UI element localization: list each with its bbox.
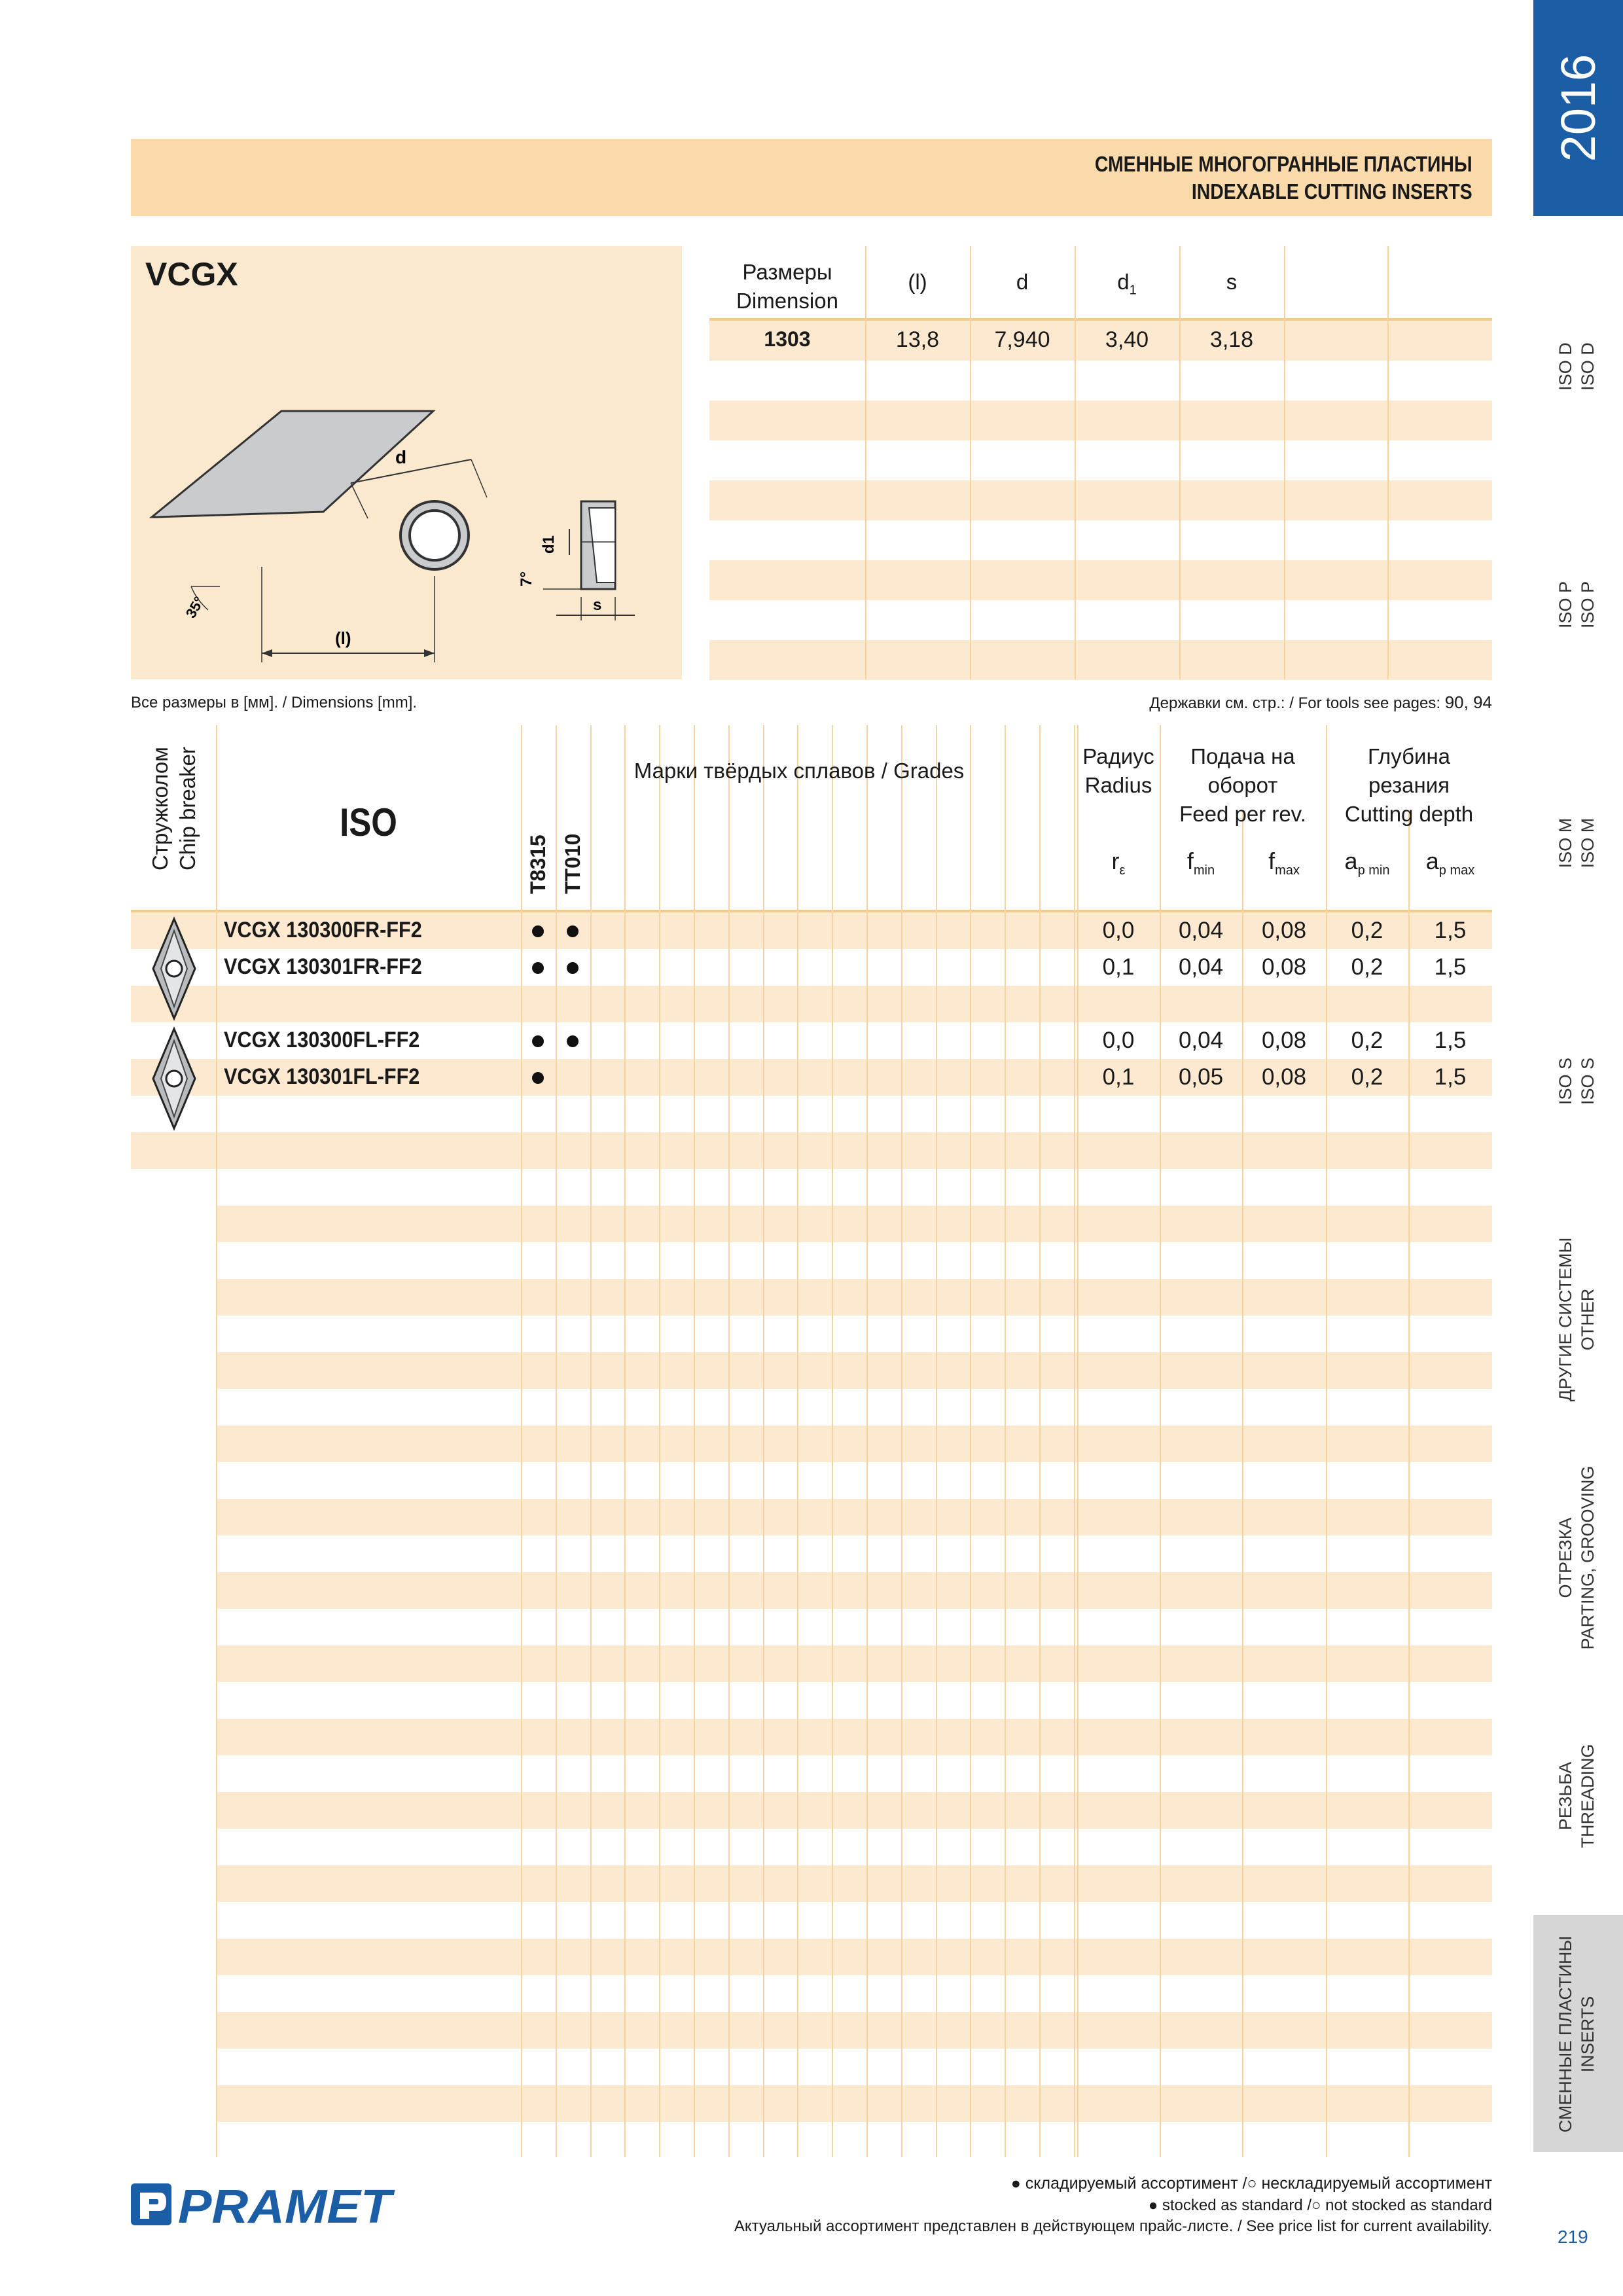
sidebar-tab-label-ru: ISO S [1556, 1057, 1575, 1105]
cutting-value: 0,05 [1178, 1064, 1224, 1090]
f-min-symbol-sub: min [1193, 863, 1215, 878]
brand-name: PRAMET [178, 2181, 396, 2229]
tools-note-prefix: Державки см. стр.: / For tools see pages: [1149, 694, 1445, 712]
dim-col-header-sub: 1 [1129, 283, 1137, 298]
iso-header: ISO [340, 800, 397, 844]
ap-max-symbol-base: a [1425, 848, 1439, 874]
pramet-logo [131, 2179, 406, 2229]
dim-row-stripe [709, 401, 1492, 440]
f-min-symbol [1160, 847, 1242, 885]
grade-row-stripe [216, 1645, 1492, 1682]
feed-header-en: Feed per rev. [1179, 802, 1306, 826]
dim-value: 3,40 [1105, 327, 1149, 352]
cutting-value: 0,08 [1261, 1028, 1307, 1053]
sidebar-tab-1[interactable] [1533, 246, 1623, 484]
sidebar-tab-label-en: INSERTS [1578, 1996, 1597, 2073]
dim-col-header-label: d [1016, 270, 1029, 294]
sidebar-tab-label [1533, 962, 1623, 1200]
ap-min-symbol [1326, 847, 1408, 885]
depth-header-en: Cutting depth [1344, 802, 1474, 826]
f-max-symbol [1242, 847, 1326, 885]
dimension-table [709, 246, 1492, 679]
grade-row-stripe [216, 1279, 1492, 1316]
chipbreaker-fr-icon [148, 916, 200, 1021]
dim-col-divider [865, 246, 866, 679]
arrow-l-left [262, 649, 272, 657]
grade-col-header: TT010 [560, 833, 584, 894]
sidebar-tab-5[interactable] [1533, 1199, 1623, 1437]
dim-col-divider [1179, 246, 1181, 679]
dim-size-code: 1303 [764, 327, 811, 351]
cutting-value: 0,04 [1178, 954, 1224, 980]
radius-header [1077, 742, 1160, 800]
sidebar-tab-label-en: ISO P [1578, 581, 1597, 629]
grades-header: Марки твёрдых сплавов / Grades [633, 759, 965, 783]
cutting-value: 1,5 [1434, 918, 1467, 943]
grade-col-header: T8315 [526, 834, 550, 894]
dim-col-header [865, 270, 970, 295]
sidebar-tab-6[interactable] [1533, 1437, 1623, 1676]
radius-header-en: Radius [1084, 773, 1152, 797]
sidebar-tab-label [1533, 724, 1623, 962]
year-label: 2016 [1551, 54, 1605, 162]
grade-row-stripe [216, 2085, 1492, 2122]
chipbreaker-header-ru: Стружколом [148, 747, 172, 870]
insert-hole-inner [410, 511, 459, 560]
label-d: d [395, 447, 407, 467]
sidebar-tab-label [1533, 1439, 1623, 1677]
label-s: s [593, 596, 602, 614]
dim-row-stripe [709, 480, 1492, 520]
grade-row-stripe [216, 1572, 1492, 1609]
dim-header-ru: Размеры [742, 260, 832, 284]
feed-header-ru: Подача на оборот [1190, 744, 1295, 797]
grades-col-divider [1408, 810, 1410, 2157]
dim-header-rule [709, 318, 1492, 321]
dim-header-dimension [709, 258, 865, 315]
dim-col-header [1075, 270, 1179, 298]
sidebar-tab-label-ru: ISO D [1556, 342, 1575, 391]
legend-en: ● stocked as standard /○ not stocked as standard [1148, 2197, 1492, 2214]
sidebar-tab-label-ru: ISO P [1556, 581, 1575, 629]
tools-note [1149, 692, 1492, 713]
section-header-band [131, 139, 1492, 216]
dim-col-divider [970, 246, 971, 679]
product-panel [131, 246, 682, 679]
label-angle-35: 35° [182, 594, 207, 621]
insert-code: VCGX 130300FR-FF2 [224, 918, 422, 942]
depth-header [1326, 742, 1492, 829]
dim-value: 3,18 [1209, 327, 1254, 352]
insert-code: VCGX 130301FL-FF2 [224, 1064, 420, 1089]
insert-drawing [131, 312, 682, 678]
dim-value: 13,8 [895, 327, 940, 352]
sidebar-tab-8[interactable] [1533, 1914, 1623, 2152]
cutting-value: 0,08 [1261, 918, 1307, 943]
grade-row-stripe [131, 986, 1492, 1022]
legend-ru: ● складируемый ассортимент /○ нескладируемый ассортимент [1010, 2174, 1492, 2193]
dim-col-header-label: (l) [908, 270, 927, 294]
grade-row-stripe [216, 1206, 1492, 1242]
grade-row-stripe [216, 1719, 1492, 1755]
sidebar-tab-label [1533, 247, 1623, 486]
dim-col-divider [1075, 246, 1076, 679]
cutting-value: 0,2 [1351, 1028, 1383, 1053]
cutting-value: 0,04 [1178, 1028, 1224, 1053]
grades-col-divider [1242, 810, 1243, 2157]
ap-min-symbol-base: a [1344, 848, 1358, 874]
sidebar-tab-3[interactable] [1533, 723, 1623, 961]
sidebar-tab-label [1533, 1200, 1623, 1439]
ext-line-d-right [471, 459, 487, 497]
sidebar-tab-label-en: PARTING, GROOVING [1578, 1465, 1597, 1650]
dim-header-en: Dimension [736, 289, 838, 313]
label-d1: d1 [540, 535, 558, 554]
feed-header [1160, 742, 1326, 829]
dim-row-stripe [709, 560, 1492, 600]
dim-col-header-label: d [1117, 270, 1130, 294]
insert-code: VCGX 130301FR-FF2 [224, 954, 422, 979]
cutting-value: 0,0 [1102, 1028, 1135, 1053]
sidebar-tab-label-en: ISO D [1578, 342, 1597, 391]
sidebar-tab-label [1533, 1915, 1623, 2153]
f-max-symbol-sub: max [1275, 863, 1300, 878]
sidebar-tab-label-ru: РЕЗЬБА [1556, 1761, 1575, 1831]
year-tab [1533, 0, 1623, 216]
grade-row-stripe [216, 2012, 1492, 2049]
sidebar-tab-label-en: THREADING [1578, 1744, 1597, 1848]
product-name: VCGX [145, 256, 238, 293]
insert-body-shape [152, 411, 433, 517]
dim-col-header [970, 270, 1075, 295]
grade-row-stripe [216, 1426, 1492, 1462]
cutting-value: 1,5 [1434, 1064, 1467, 1090]
chipbreaker-header-en: Chip breaker [175, 747, 200, 870]
label-angle-7: 7° [518, 571, 535, 586]
grade-row-stripe [216, 1792, 1492, 1829]
arrow-l-right [424, 649, 435, 657]
dim-value: 7,940 [994, 327, 1050, 352]
insert-hole [166, 961, 182, 977]
cutting-value: 0,2 [1351, 1064, 1383, 1090]
dim-col-header-label: s [1226, 270, 1238, 294]
f-min-symbol-base: f [1186, 848, 1194, 874]
grade-row-stripe [216, 1939, 1492, 1975]
grade-row-stripe [131, 1132, 1492, 1169]
cutting-value: 0,04 [1178, 918, 1224, 943]
sidebar-tab-label-en: ISO S [1578, 1057, 1597, 1105]
sidebar-tab-label-ru: ISO M [1556, 817, 1575, 869]
dim-row-stripe [709, 640, 1492, 680]
sidebar-tab-7[interactable] [1533, 1676, 1623, 1914]
page-number: 219 [1558, 2227, 1588, 2247]
grade-row-stripe [216, 1352, 1492, 1389]
dimensions-note: Все размеры в [мм]. / Dimensions [mm]. [131, 694, 418, 711]
ap-min-symbol-sub: p min [1357, 863, 1390, 878]
grades-table [131, 725, 1492, 2157]
cutting-value: 0,08 [1261, 954, 1307, 980]
sidebar-tab-label-ru: ДРУГИЕ СИСТЕМЫ [1556, 1237, 1575, 1402]
dim-col-header [1179, 270, 1284, 295]
ap-max-symbol-sub: p max [1438, 863, 1475, 878]
sidebar-tab-label [1533, 486, 1623, 724]
dim-col-divider [1387, 246, 1389, 679]
insert-hole [166, 1071, 182, 1086]
chipbreaker-header [147, 740, 202, 870]
grade-row-stripe [216, 1499, 1492, 1535]
cutting-value: 0,08 [1261, 1064, 1307, 1090]
radius-header-ru: Радиус [1082, 744, 1154, 768]
cutting-value: 0,1 [1102, 954, 1135, 980]
tools-pages-link[interactable]: 90, 94 [1444, 692, 1492, 712]
cutting-value: 1,5 [1434, 1028, 1467, 1053]
sidebar-tab-label-en: ISO M [1578, 817, 1597, 869]
cutting-value: 0,2 [1351, 954, 1383, 980]
depth-header-ru: Глубина резания [1367, 744, 1451, 797]
section-title-ru: СМЕННЫЕ МНОГОГРАННЫЕ ПЛАСТИНЫ [1095, 152, 1472, 176]
cutting-value: 0,0 [1102, 918, 1135, 943]
sidebar-tab-label-ru: СМЕННЫЕ ПЛАСТИНЫ [1556, 1935, 1575, 2133]
sidebar-tab-label-ru: ОТРЕЗКА [1556, 1517, 1575, 1598]
sidebar-tab-label-en: OTHER [1578, 1288, 1597, 1351]
cutting-value: 0,1 [1102, 1064, 1135, 1090]
ext-line-d-left [351, 483, 368, 518]
chipbreaker-fl-icon [148, 1026, 200, 1131]
grade-row-stripe [216, 1865, 1492, 1902]
f-max-symbol-base: f [1268, 848, 1275, 874]
sidebar-tab-4[interactable] [1533, 961, 1623, 1199]
sidebar-tab-2[interactable] [1533, 484, 1623, 723]
section-title-en: INDEXABLE CUTTING INSERTS [1192, 179, 1472, 204]
availability-note: Актуальный ассортимент представлен в действующем прайс-листе. / See price list for current availability. [734, 2217, 1492, 2235]
cutting-value: 0,2 [1351, 918, 1383, 943]
r-epsilon-symbol [1077, 847, 1160, 885]
sidebar-tab-label [1533, 1677, 1623, 1915]
insert-code: VCGX 130300FL-FF2 [224, 1028, 420, 1052]
r-epsilon-symbol-sub: ε [1119, 863, 1126, 878]
r-epsilon-symbol-base: r [1111, 848, 1120, 874]
label-l: (l) [335, 628, 351, 648]
ap-max-symbol [1408, 847, 1492, 885]
cutting-value: 1,5 [1434, 954, 1467, 980]
dim-col-divider [1284, 246, 1285, 679]
